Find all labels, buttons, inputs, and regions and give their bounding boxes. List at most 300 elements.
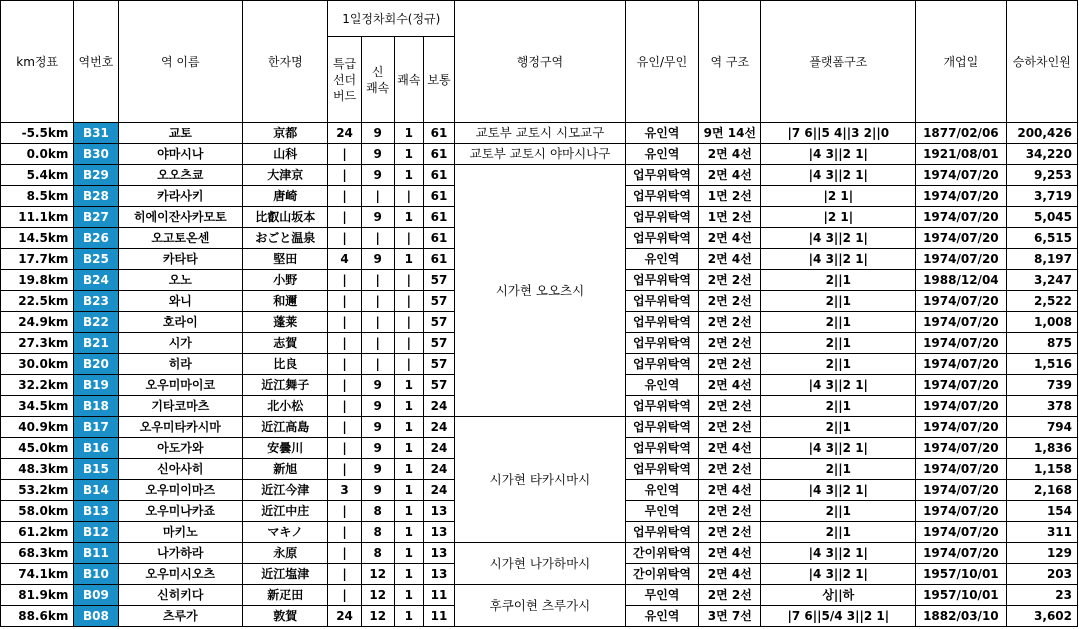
header-limited-express-line3: 버드 [332,88,357,103]
station-kanji: 比叡山坂本 [243,207,328,228]
km-marker: 0.0km [1,144,74,165]
station-kanji: 新旭 [243,459,328,480]
station-name: 기타코마츠 [118,396,243,417]
km-marker: 88.6km [1,606,74,627]
header-kanji: 한자명 [243,1,328,123]
station-structure: 2면 2선 [699,396,761,417]
km-marker: 58.0km [1,501,74,522]
station-structure: 2면 4선 [699,543,761,564]
staffed-status: 업무위탁역 [625,228,698,249]
table-row [1,165,1078,186]
region: 교토부 교토시 시모교구 [455,123,626,144]
staffed-status: 간이위탁역 [625,564,698,585]
staffed-status: 간이위탁역 [625,543,698,564]
staffed-status: 업무위탁역 [625,396,698,417]
stops-local: 61 [423,144,454,165]
station-name: 야마시나 [118,144,243,165]
header-limited-express [328,37,361,123]
header-new-rapid [361,37,394,123]
passenger-count: 794 [1006,417,1077,438]
staffed-status: 업무위탁역 [625,270,698,291]
stops-local: 61 [423,165,454,186]
header-structure: 역 구조 [699,1,761,123]
stops-rapid: | [394,312,423,333]
stops-rapid: 1 [394,459,423,480]
station-name: 교토 [118,123,243,144]
passenger-count: 1,158 [1006,459,1077,480]
station-code: B15 [74,459,118,480]
stops-rapid: 1 [394,144,423,165]
stops-local: 24 [423,480,454,501]
opened-date: 1957/10/01 [916,564,1006,585]
station-code: B17 [74,417,118,438]
station-name: 신히키다 [118,585,243,606]
km-marker: 19.8km [1,270,74,291]
stops-new-rapid: 9 [361,123,394,144]
stops-limited-express: | [328,585,361,606]
header-km: km정표 [1,1,74,123]
table-row [1,543,1078,564]
platform-structure: 상||하 [761,585,916,606]
km-marker: 48.3km [1,459,74,480]
opened-date: 1974/07/20 [916,228,1006,249]
station-code: B22 [74,312,118,333]
stops-local: 57 [423,291,454,312]
km-marker: -5.5km [1,123,74,144]
opened-date: 1974/07/20 [916,417,1006,438]
stops-limited-express: 24 [328,606,361,627]
stops-new-rapid: 9 [361,396,394,417]
opened-date: 1974/07/20 [916,438,1006,459]
table-row [1,417,1078,438]
passenger-count: 9,253 [1006,165,1077,186]
station-code: B29 [74,165,118,186]
km-marker: 8.5km [1,186,74,207]
station-structure: 2면 4선 [699,228,761,249]
opened-date: 1974/07/20 [916,333,1006,354]
table-row [1,144,1078,165]
station-kanji: 京都 [243,123,328,144]
header-staffed: 유인/무인 [625,1,698,123]
stops-rapid: 1 [394,123,423,144]
station-structure: 2면 2선 [699,459,761,480]
staffed-status: 업무위탁역 [625,417,698,438]
stops-rapid: | [394,354,423,375]
station-kanji: 新疋田 [243,585,328,606]
staffed-status: 유인역 [625,144,698,165]
station-code: B14 [74,480,118,501]
header-daily-stops: 1일정차회수(정규) [328,1,455,37]
staffed-status: 유인역 [625,123,698,144]
km-marker: 81.9km [1,585,74,606]
passenger-count: 311 [1006,522,1077,543]
stops-limited-express: | [328,291,361,312]
stops-local: 57 [423,375,454,396]
km-marker: 61.2km [1,522,74,543]
stops-rapid: 1 [394,606,423,627]
passenger-count: 1,836 [1006,438,1077,459]
stops-new-rapid: | [361,270,394,291]
stops-limited-express: | [328,207,361,228]
km-marker: 27.3km [1,333,74,354]
passenger-count: 3,247 [1006,270,1077,291]
station-kanji: 近江塩津 [243,564,328,585]
region-merged: 시가현 나가하마시 [455,543,626,585]
station-structure: 2면 2선 [699,522,761,543]
stops-limited-express: | [328,375,361,396]
station-code: B27 [74,207,118,228]
station-name: 오우미마이코 [118,375,243,396]
stops-rapid: 1 [394,522,423,543]
km-marker: 32.2km [1,375,74,396]
passenger-count: 203 [1006,564,1077,585]
opened-date: 1988/12/04 [916,270,1006,291]
km-marker: 14.5km [1,228,74,249]
opened-date: 1974/07/20 [916,459,1006,480]
station-name: 마키노 [118,522,243,543]
station-name: 오고토온센 [118,228,243,249]
station-kanji: おごと温泉 [243,228,328,249]
km-marker: 53.2km [1,480,74,501]
stops-new-rapid: | [361,312,394,333]
stops-new-rapid: 12 [361,564,394,585]
staffed-status: 업무위탁역 [625,291,698,312]
km-marker: 34.5km [1,396,74,417]
stops-local: 11 [423,606,454,627]
platform-structure: 2||1 [761,270,916,291]
staffed-status: 업무위탁역 [625,312,698,333]
header-new-rapid-line2: 쾌속 [366,80,390,95]
stops-new-rapid: | [361,228,394,249]
passenger-count: 378 [1006,396,1077,417]
station-kanji: 堅田 [243,249,328,270]
stops-limited-express: | [328,144,361,165]
station-structure: 2면 2선 [699,291,761,312]
header-rapid: 쾌속 [394,37,423,123]
km-marker: 5.4km [1,165,74,186]
stops-limited-express: | [328,459,361,480]
station-code: B23 [74,291,118,312]
stops-rapid: | [394,270,423,291]
km-marker: 68.3km [1,543,74,564]
opened-date: 1921/08/01 [916,144,1006,165]
station-code: B09 [74,585,118,606]
station-kanji: 近江舞子 [243,375,328,396]
platform-structure: |7 6||5/4 3||2 1| [761,606,916,627]
station-name: 히라 [118,354,243,375]
header-limited-express-line2: 선더 [332,72,357,87]
stops-new-rapid: 9 [361,480,394,501]
station-kanji: 永原 [243,543,328,564]
stops-local: 24 [423,396,454,417]
stops-rapid: | [394,228,423,249]
stops-limited-express: | [328,438,361,459]
stops-local: 13 [423,501,454,522]
stops-new-rapid: 9 [361,375,394,396]
opened-date: 1882/03/10 [916,606,1006,627]
stops-limited-express: | [328,522,361,543]
platform-structure: |4 3||2 1| [761,375,916,396]
station-name: 아도가와 [118,438,243,459]
staffed-status: 업무위탁역 [625,186,698,207]
stops-rapid: 1 [394,396,423,417]
station-code: B12 [74,522,118,543]
header-local: 보통 [423,37,454,123]
platform-structure: |2 1| [761,207,916,228]
stops-local: 24 [423,459,454,480]
station-name: 와니 [118,291,243,312]
station-kanji: 山科 [243,144,328,165]
station-code: B28 [74,186,118,207]
platform-structure: 2||1 [761,459,916,480]
stops-rapid: 1 [394,417,423,438]
platform-structure: |4 3||2 1| [761,564,916,585]
stops-local: 57 [423,354,454,375]
staffed-status: 업무위탁역 [625,438,698,459]
staffed-status: 업무위탁역 [625,522,698,543]
staffed-status: 업무위탁역 [625,165,698,186]
passenger-count: 3,602 [1006,606,1077,627]
station-code: B25 [74,249,118,270]
station-kanji: 志賀 [243,333,328,354]
opened-date: 1974/07/20 [916,543,1006,564]
header-new-rapid-line1: 신 [371,64,384,79]
station-name: 오우미타카시마 [118,417,243,438]
km-marker: 45.0km [1,438,74,459]
stops-limited-express: 24 [328,123,361,144]
stops-rapid: 1 [394,585,423,606]
stops-local: 11 [423,585,454,606]
region-merged: 후쿠이현 츠루가시 [455,585,626,627]
station-structure: 2면 4선 [699,564,761,585]
station-code: B13 [74,501,118,522]
station-name: 신아사히 [118,459,243,480]
stops-rapid: | [394,333,423,354]
station-structure: 2면 2선 [699,585,761,606]
platform-structure: |4 3||2 1| [761,438,916,459]
platform-structure: 2||1 [761,396,916,417]
station-name: 나가하라 [118,543,243,564]
station-name: 오오츠쿄 [118,165,243,186]
opened-date: 1974/07/20 [916,522,1006,543]
passenger-count: 2,168 [1006,480,1077,501]
passenger-count: 23 [1006,585,1077,606]
station-kanji: 和邇 [243,291,328,312]
stops-local: 24 [423,417,454,438]
header-limited-express-line1: 특급 [332,56,357,71]
station-kanji: 安曇川 [243,438,328,459]
station-structure: 2면 2선 [699,417,761,438]
region: 교토부 교토시 야마시나구 [455,144,626,165]
stops-limited-express: | [328,417,361,438]
km-marker: 30.0km [1,354,74,375]
station-name: 카타타 [118,249,243,270]
station-structure: 2면 2선 [699,354,761,375]
platform-structure: |4 3||2 1| [761,144,916,165]
platform-structure: 2||1 [761,417,916,438]
station-structure: 2면 2선 [699,312,761,333]
passenger-count: 739 [1006,375,1077,396]
stops-limited-express: | [328,165,361,186]
station-kanji: 比良 [243,354,328,375]
platform-structure: 2||1 [761,291,916,312]
opened-date: 1974/07/20 [916,354,1006,375]
stops-new-rapid: 12 [361,606,394,627]
platform-structure: 2||1 [761,354,916,375]
station-name: 오우미시오츠 [118,564,243,585]
opened-date: 1974/07/20 [916,291,1006,312]
platform-structure: |2 1| [761,186,916,207]
stops-limited-express: | [328,228,361,249]
station-table-body [1,123,1078,627]
stops-new-rapid: | [361,291,394,312]
passenger-count: 3,719 [1006,186,1077,207]
header-station-code: 역번호 [74,1,118,123]
table-row [1,585,1078,606]
stops-rapid: 1 [394,438,423,459]
station-structure: 9면 14선 [699,123,761,144]
opened-date: 1974/07/20 [916,165,1006,186]
km-marker: 74.1km [1,564,74,585]
header-passengers: 승하차인원 [1006,1,1077,123]
station-name: 오우미이마즈 [118,480,243,501]
opened-date: 1957/10/01 [916,585,1006,606]
station-name: 오노 [118,270,243,291]
station-name: 히에이잔사카모토 [118,207,243,228]
stops-limited-express: | [328,564,361,585]
station-kanji: 小野 [243,270,328,291]
station-structure: 2면 2선 [699,270,761,291]
stops-new-rapid: 9 [361,417,394,438]
staffed-status: 업무위탁역 [625,459,698,480]
station-code: B19 [74,375,118,396]
platform-structure: |4 3||2 1| [761,543,916,564]
station-kanji: 近江今津 [243,480,328,501]
opened-date: 1974/07/20 [916,207,1006,228]
stops-rapid: 1 [394,564,423,585]
km-marker: 17.7km [1,249,74,270]
stops-limited-express: | [328,312,361,333]
station-structure: 2면 4선 [699,144,761,165]
platform-structure: 2||1 [761,333,916,354]
table-row [1,123,1078,144]
station-structure: 2면 2선 [699,501,761,522]
platform-structure: |4 3||2 1| [761,480,916,501]
station-code: B30 [74,144,118,165]
stops-local: 57 [423,333,454,354]
station-code: B20 [74,354,118,375]
passenger-count: 154 [1006,501,1077,522]
stops-local: 13 [423,564,454,585]
staffed-status: 유인역 [625,249,698,270]
km-marker: 40.9km [1,417,74,438]
passenger-count: 8,197 [1006,249,1077,270]
station-kanji: 北小松 [243,396,328,417]
stops-new-rapid: 9 [361,249,394,270]
station-code: B11 [74,543,118,564]
staffed-status: 무인역 [625,585,698,606]
station-structure: 2면 2선 [699,333,761,354]
stops-rapid: 1 [394,165,423,186]
stops-new-rapid: | [361,186,394,207]
station-kanji: 蓬莱 [243,312,328,333]
stops-local: 13 [423,543,454,564]
platform-structure: |4 3||2 1| [761,228,916,249]
station-structure: 1면 2선 [699,207,761,228]
station-code: B21 [74,333,118,354]
station-code: B18 [74,396,118,417]
station-code: B31 [74,123,118,144]
stops-local: 61 [423,186,454,207]
stops-new-rapid: 8 [361,543,394,564]
stops-local: 61 [423,249,454,270]
passenger-count: 1,008 [1006,312,1077,333]
stops-new-rapid: 8 [361,501,394,522]
stops-limited-express: | [328,396,361,417]
station-kanji: マキノ [243,522,328,543]
stops-rapid: 1 [394,375,423,396]
stops-new-rapid: | [361,354,394,375]
stops-local: 61 [423,207,454,228]
opened-date: 1974/07/20 [916,186,1006,207]
header-opened: 개업일 [916,1,1006,123]
passenger-count: 2,522 [1006,291,1077,312]
km-marker: 11.1km [1,207,74,228]
staffed-status: 업무위탁역 [625,207,698,228]
stops-rapid: 1 [394,501,423,522]
station-code: B16 [74,438,118,459]
opened-date: 1877/02/06 [916,123,1006,144]
stops-new-rapid: 9 [361,207,394,228]
stops-rapid: 1 [394,249,423,270]
station-structure: 2면 4선 [699,480,761,501]
opened-date: 1974/07/20 [916,480,1006,501]
station-kanji: 大津京 [243,165,328,186]
stops-new-rapid: 9 [361,438,394,459]
stops-rapid: 1 [394,207,423,228]
platform-structure: |4 3||2 1| [761,249,916,270]
stops-limited-express: 3 [328,480,361,501]
platform-structure: 2||1 [761,312,916,333]
stops-limited-express: | [328,501,361,522]
region-merged: 시가현 타카시마시 [455,417,626,543]
platform-structure: |4 3||2 1| [761,165,916,186]
opened-date: 1974/07/20 [916,312,1006,333]
station-structure: 1면 2선 [699,186,761,207]
stops-new-rapid: 9 [361,144,394,165]
passenger-count: 34,220 [1006,144,1077,165]
stops-limited-express: | [328,270,361,291]
staffed-status: 무인역 [625,501,698,522]
station-kanji: 唐崎 [243,186,328,207]
opened-date: 1974/07/20 [916,501,1006,522]
staffed-status: 업무위탁역 [625,333,698,354]
station-name: 시가 [118,333,243,354]
km-marker: 22.5km [1,291,74,312]
passenger-count: 5,045 [1006,207,1077,228]
stops-new-rapid: | [361,333,394,354]
station-structure: 2면 4선 [699,165,761,186]
station-kanji: 敦賀 [243,606,328,627]
staffed-status: 업무위탁역 [625,354,698,375]
stops-local: 61 [423,123,454,144]
station-code: B08 [74,606,118,627]
passenger-count: 200,426 [1006,123,1077,144]
station-name: 호라이 [118,312,243,333]
passenger-count: 129 [1006,543,1077,564]
opened-date: 1974/07/20 [916,375,1006,396]
stops-limited-express: 4 [328,249,361,270]
